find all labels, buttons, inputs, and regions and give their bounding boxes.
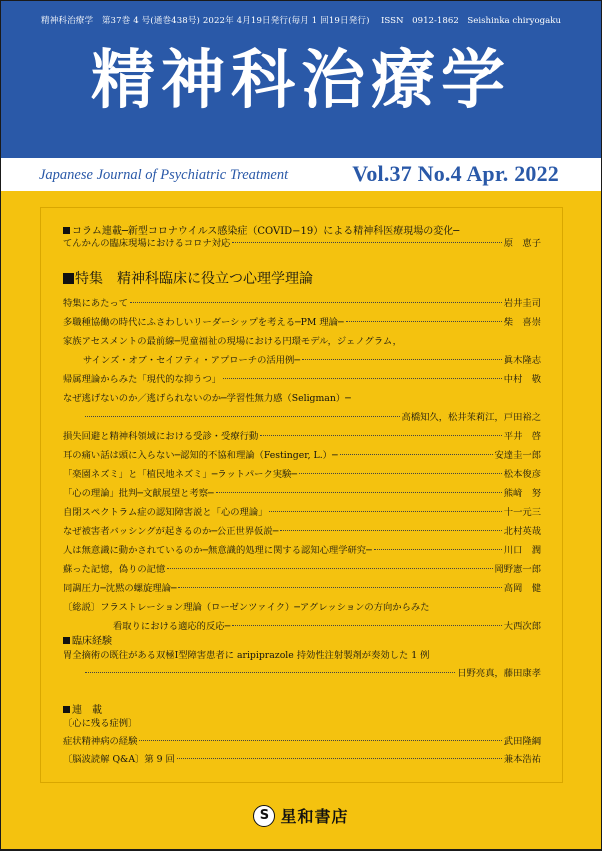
toc-entry[interactable]: 「楽園ネズミ」と「植民地ネズミ」─ラットパーク実験─ 松本俊彦 bbox=[63, 469, 541, 480]
column-header: コラム連載─新型コロナウイルス感染症（COVID−19）による精神科医療現場の変化─ bbox=[63, 222, 459, 237]
section-marker bbox=[63, 273, 74, 284]
subtitle-band bbox=[1, 158, 601, 191]
toc-entry[interactable]: 〔脳波読解 Q&A〕第 9 回 兼本浩祐 bbox=[63, 754, 541, 765]
english-title: Japanese Journal of Psychiatric Treatment bbox=[39, 167, 289, 183]
section-marker bbox=[63, 227, 70, 234]
serial-header: 連 載 bbox=[63, 701, 102, 716]
publisher-name: 星和書店 bbox=[280, 807, 349, 826]
toc-entry[interactable]: 症状精神病の経験 武田隆綱 bbox=[63, 736, 541, 747]
toc-entry[interactable]: 多職種協働の時代にふさわしいリーダーシップを考える─PM 理論─ 柴 喜崇 bbox=[63, 317, 541, 328]
table-of-contents bbox=[40, 207, 563, 783]
issn-info: ISSN 0912-1862 Seishinka chiryogaku bbox=[381, 16, 561, 26]
issue-info: 精神科治療学 第37巻 4 号(通巻438号) 2022年 4月19日発行(毎月 1 回19日発行) bbox=[41, 16, 370, 26]
toc-entry[interactable]: 高橋知久，松井茉莉江，戸田裕之 bbox=[83, 411, 541, 425]
issue-meta-line bbox=[41, 14, 561, 26]
section-marker bbox=[63, 706, 70, 713]
section-marker bbox=[63, 637, 70, 644]
serial-category: 〔心に残る症例〕 bbox=[63, 718, 138, 729]
toc-entry-line[interactable]: 胃全摘術の既往がある双極Ⅰ型障害患者に aripiprazole 持効性注射製剤が奏効した 1 例 bbox=[63, 650, 430, 661]
toc-entry[interactable]: サインズ・オブ・セイフティ・アプローチの活用例─ 眞木隆志 bbox=[83, 355, 541, 366]
toc-entry[interactable]: 日野亮真，藤田康孝 bbox=[83, 667, 541, 681]
toc-entry[interactable]: 「心の理論」批判─文献展望と考察─ 熊﨑 努 bbox=[63, 488, 541, 499]
toc-entry[interactable]: 耳の痛い話は頭に入らない─認知的不協和理論（Festinger, L.）─ 安達圭一郎 bbox=[63, 450, 541, 461]
toc-entry[interactable]: なぜ被害者バッシングが起きるのか─公正世界仮説─ 北村英哉 bbox=[63, 526, 541, 537]
clinical-header: 臨床経験 bbox=[63, 632, 112, 647]
volume-issue: Vol.37 No.4 Apr. 2022 bbox=[352, 161, 559, 186]
journal-title: 精神科治療学 bbox=[91, 44, 511, 118]
toc-entry[interactable]: 帰属理論からみた「現代的な抑うつ」 中村 敬 bbox=[63, 374, 541, 385]
toc-entry[interactable]: 同調圧力─沈黙の螺旋理論─ 高岡 健 bbox=[63, 583, 541, 594]
toc-entry[interactable]: 蘇った記憶，偽りの記憶 岡野憲一郎 bbox=[63, 564, 541, 575]
toc-entry[interactable]: 損失回避と精神科領域における受診・受療行動 平井 啓 bbox=[63, 431, 541, 442]
toc-entry-line[interactable]: 〔総説〕フラストレーション理論（ローゼンツァイク）─アグレッションの方向からみた bbox=[63, 602, 430, 613]
toc-entry-line[interactable]: 家族アセスメントの最前線─児童福祉の現場における円環モデル，ジェノグラム， bbox=[63, 336, 402, 347]
publisher bbox=[1, 804, 601, 827]
cover-header bbox=[1, 1, 601, 158]
feature-header: 特集 精神科臨床に役立つ心理学理論 bbox=[63, 268, 313, 288]
toc-entry[interactable]: 自閉スペクトラム症の認知障害説と「心の理論」 十一元三 bbox=[63, 507, 541, 518]
publisher-logo-icon: S bbox=[253, 805, 275, 827]
journal-cover bbox=[1, 1, 601, 849]
toc-entry[interactable]: 人は無意識に動かされているのか─無意識的処理に関する認知心理学研究─ 川口 潤 bbox=[63, 545, 541, 556]
toc-entry[interactable]: 看取りにおける適応的反応─ 大西次郎 bbox=[113, 621, 541, 632]
toc-entry[interactable]: 特集にあたって 岩井圭司 bbox=[63, 298, 541, 309]
toc-entry[interactable]: てんかんの臨床現場におけるコロナ対応 原 恵子 bbox=[63, 238, 541, 249]
toc-entry-line[interactable]: なぜ逃げないのか／逃げられないのか─学習性無力感（Seligman）─ bbox=[63, 393, 351, 404]
